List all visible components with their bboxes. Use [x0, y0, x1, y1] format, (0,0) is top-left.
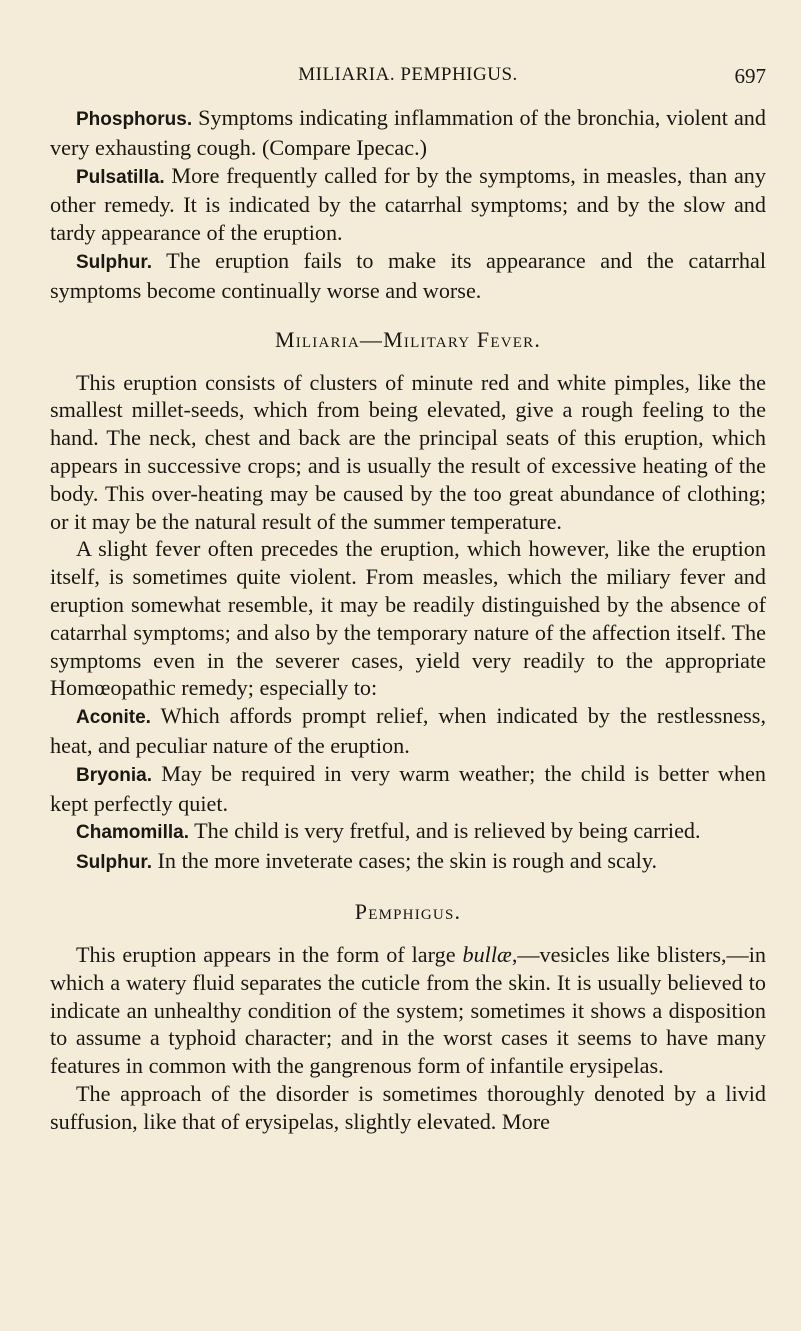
page-header	[50, 64, 766, 104]
remedy-name: Sulphur.	[76, 852, 152, 874]
body-paragraph	[50, 535, 766, 702]
page-number: 697	[734, 64, 766, 88]
paragraph-text: A slight fever often precedes the eruption, which however, like the eruption itself, is sometimes quite violent. From measles, which the miliary fever and eruption somewhat resemble, it may be readily distinguished by the absence of catarrhal symptoms; and also by the temporary nature of the affection itself. The symptoms even in the severer cases, yield very readily to the appropriate Homœopathic remedy; especially to:	[50, 536, 766, 701]
remedy-paragraph	[50, 247, 766, 305]
section-heading-pemphigus: Pemphigus.	[354, 898, 462, 924]
running-title: MILIARIA. PEMPHIGUS.	[298, 64, 518, 85]
paragraph-text: The approach of the disorder is sometimes thoroughly denoted by a livid suffusion, like that of erysipelas, slightly elevated. More	[50, 1080, 766, 1134]
remedy-paragraph	[50, 817, 766, 847]
remedy-name: Aconite.	[76, 707, 151, 729]
section-heading-miliaria: Miliaria—Military Fever.	[274, 326, 542, 352]
paragraph-text: This eruption appears in the form of large	[76, 941, 463, 967]
remedy-paragraph	[50, 847, 766, 877]
measles-remedies-section	[50, 104, 766, 305]
body-paragraph	[50, 941, 766, 1080]
pemphigus-section	[50, 941, 766, 1136]
remedy-paragraph	[50, 104, 766, 162]
remedy-name: Phosphorus.	[76, 109, 193, 130]
remedy-paragraph	[50, 702, 766, 760]
remedy-paragraph	[50, 162, 766, 247]
body-paragraph	[50, 369, 766, 536]
body-paragraph	[50, 1080, 766, 1136]
remedy-name: Chamomilla.	[76, 822, 189, 844]
book-page	[50, 64, 766, 1136]
italic-term: bullæ	[462, 941, 512, 967]
remedy-text: Symptoms indicating inflammation of the bronchia, violent and very exhausting cough. (Compare Ipecac.)	[50, 105, 766, 160]
remedy-text: The eruption fails to make its appearance and the catarrhal symptoms become continually worse and worse.	[50, 247, 766, 303]
remedy-text: Which affords prompt relief, when indicated by the restlessness, heat, and peculiar nature of the eruption.	[50, 703, 766, 758]
paragraph-text: This eruption consists of clusters of minute red and white pimples, like the smallest millet-seeds, which from being elevated, give a rough feeling to the hand. The neck, chest and back are the principal seats of this eruption, which appears in successive crops; and is usually the result of excessive heating of the body. This over-heating may be caused by the too great abundance of clothing; or it may be the natural result of the summer temperature.	[50, 369, 766, 534]
remedy-name: Pulsatilla.	[76, 166, 165, 188]
remedy-name: Bryonia.	[76, 764, 153, 786]
remedy-text: May be required in very warm weather; the child is better when kept perfectly quiet.	[50, 760, 766, 816]
remedy-text: In the more inveterate cases; the skin is rough and scaly.	[152, 848, 658, 874]
remedy-paragraph	[50, 760, 766, 818]
remedy-text: More frequently called for by the symptoms, in measles, than any other remedy. It is indicated by the catarrhal symptoms; and by the slow and tardy appearance of the eruption.	[50, 162, 766, 246]
remedy-text: The child is very fretful, and is relieved by being carried.	[188, 818, 701, 844]
paragraph-text: ,—vesicles like blisters,—in which a watery fluid separates the cuticle from the skin. It is usually believed to indicate an unhealthy condition of the system; sometimes it shows a disposition to assume a typhoid character; and in the worst cases it seems to have many features in common with the gangrenous form of infantile erysipelas.	[50, 941, 766, 1079]
remedy-name: Sulphur.	[76, 251, 152, 273]
miliaria-section	[50, 369, 766, 877]
